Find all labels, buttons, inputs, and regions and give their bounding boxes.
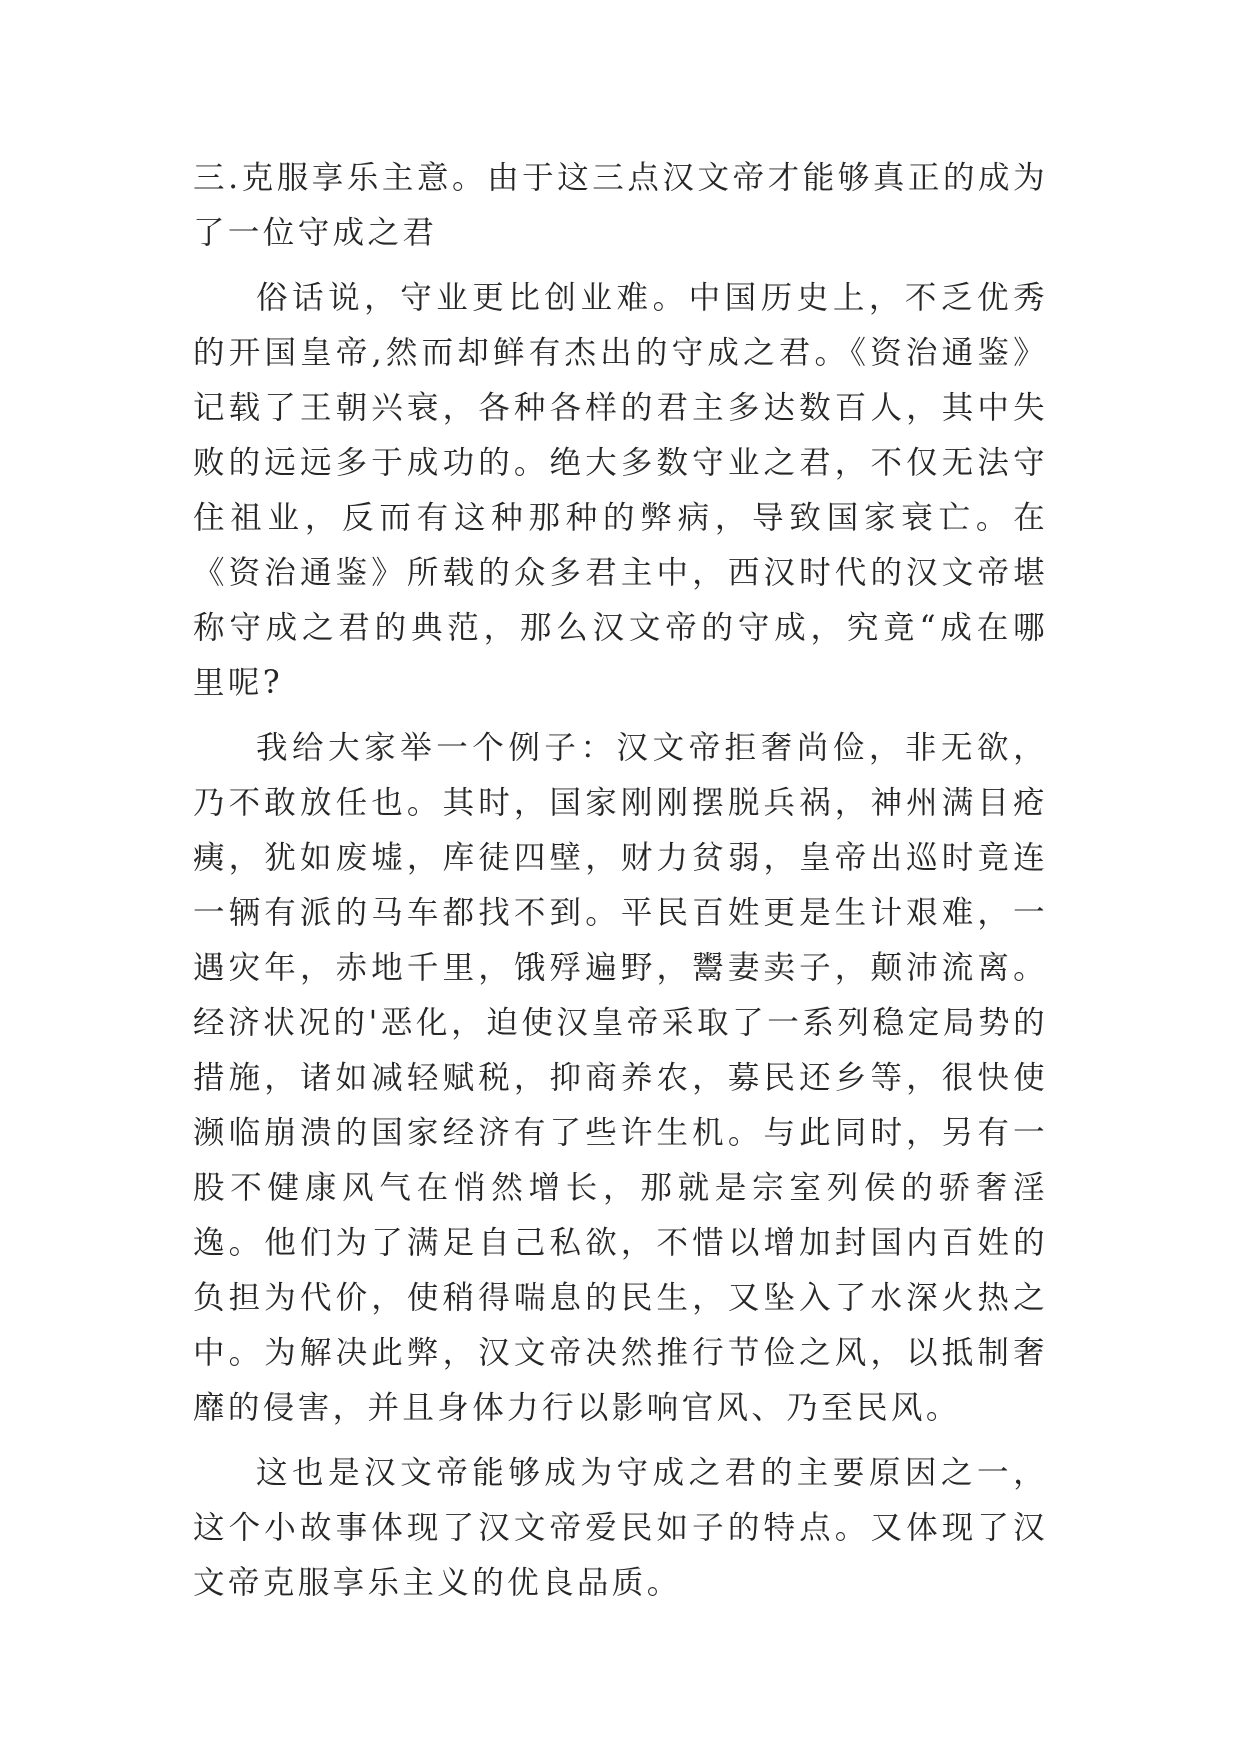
document-body	[193, 151, 1048, 1621]
paragraph-summary: 三.克服享乐主意。由于这三点汉文帝才能够真正的成为了一位守成之君	[193, 160, 1048, 251]
paragraph-conclusion: 这也是汉文帝能够成为守成之君的主要原因之一，这个小故事体现了汉文帝爱民如子的特点。又体现了汉文帝克服享乐主义的优良品质。	[193, 1455, 1048, 1601]
paragraph-example: 我给大家举一个例子：汉文帝拒奢尚俭，非无欲，乃不敢放任也。其时，国家刚刚摆脱兵祸，神州满目疮痍，犹如废墟，库徒四壁，财力贫弱，皇帝出巡时竟连一辆有派的马车都找不到。平民百姓更是生计艰难，一遇灾年，赤地千里，饿殍遍野，鬻妻卖子，颠沛流离。 经济状况的'恶化，迫使汉皇帝采取了一系列稳定局势的措施，诸如减轻赋税，抑商养农，募民还乡等，很快使濒临崩溃的国家经济有了些许生机。与此同时，另有一股不健康风气在悄然增长，那就是宗室列侯的骄奢淫逸。他们为了满足自己私欲，不惜以增加封国内百姓的负担为代价，使稍得喘息的民生，又坠入了水深火热之中。为解决此弊，汉文帝决然推行节俭之风，以抵制奢靡的侵害，并且身体力行以影响官风、乃至民风。	[193, 730, 1048, 1426]
paragraph-proverb: 俗话说，守业更比创业难。中国历史上，不乏优秀的开国皇帝,然而却鲜有杰出的守成之君。《资治通鉴》记载了王朝兴衰，各种各样的君主多达数百人，其中失败的远远多于成功的。绝大多数守业之君，不仅无法守住祖业，反而有这种那种的弊病，导致国家衰亡。在《资治通鉴》所载的众多君主中，西汉时代的汉文帝堪称守成之君的典范，那么汉文帝的守成，究竟“成在哪里呢?	[193, 280, 1048, 701]
